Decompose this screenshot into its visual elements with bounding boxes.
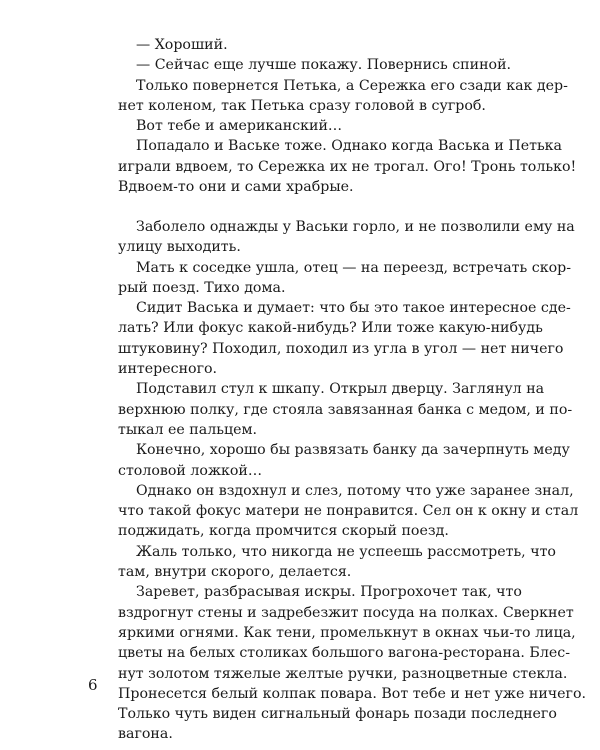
text-line: Только чуть виден сигнальный фонарь позади последнего [118, 706, 557, 723]
text-line: поджидать, когда промчится скорый поезд. [118, 523, 449, 540]
text-line: Заревет, разбрасывая искры. Прогрохочет так, что [136, 584, 522, 601]
text-line: Заболело однажды у Васьки горло, и не позволили ему на [136, 219, 575, 235]
text-line: столовой ложкой… [118, 462, 263, 479]
text-line: вагона. [118, 726, 173, 743]
text-line: что такой фокус матери не понравится. Сел он к окну и стал [118, 503, 579, 520]
text-line: улицу выходить. [118, 239, 241, 256]
text-line: яркими огнями. Как тени, промелькнут в окнах чьи-то лица, [118, 624, 576, 641]
text-line: Однако он вздохнул и слез, потому что уже заранее знал, [136, 482, 574, 499]
text-block-main [118, 217, 587, 745]
text-line: верхнюю полку, где стояла завязанная банка с медом, и по- [118, 401, 573, 418]
text-block-top [118, 35, 577, 197]
text-line: Пронесется белый колпак повара. Вот тебе и нет уже ничего. [118, 685, 587, 702]
text-line: тыкал ее пальцем. [118, 421, 258, 438]
text-line: Сидит Васька и думает: что бы это такое интересное сде- [136, 300, 571, 317]
text-line: Жаль только, что никогда не успеешь рассмотреть, что [136, 543, 556, 560]
text-line: штуковину? Походил, походил из угла в угол — нет ничего [118, 340, 564, 357]
text-line: вздрогнут стены и задребезжит посуда на полках. Сверкнет [118, 604, 574, 621]
text-line: Только повернется Петька, а Сережка его сзади как дер- [136, 77, 568, 94]
text-line: нет коленом, так Петька сразу головой в сугроб. [118, 97, 486, 114]
text-line: играли вдвоем, то Сережка их не трогал. Ого! Тронь только! [118, 158, 577, 175]
text-line: рый поезд. Тихо дома. [118, 279, 286, 296]
text-line: нут золотом тяжелые желтые ручки, разноцветные стекла. [118, 665, 568, 682]
text-line: — Хороший. [136, 37, 228, 53]
text-line: Попадало и Ваське тоже. Однако когда Васька и Петька [136, 138, 563, 155]
text-line: Вдвоем-то они и сами храбрые. [118, 179, 354, 196]
text-line: интересного. [118, 361, 218, 378]
text-line: там, внутри скорого, делается. [118, 564, 352, 581]
text-line: лать? Или фокус какой-нибудь? Или тоже какую-нибудь [118, 320, 543, 337]
page-number: 6 [88, 676, 98, 694]
text-line: Вот тебе и американский… [136, 118, 343, 135]
text-line: Подставил стул к шкапу. Открыл дверцу. Заглянул на [136, 381, 545, 398]
text-line: — Сейчас еще лучше покажу. Повернись спиной. [136, 57, 512, 74]
text-line: Конечно, хорошо бы развязать банку да зачерпнуть меду [136, 442, 570, 459]
text-line: Мать к соседке ушла, отец — на переезд, встречать скор- [136, 259, 571, 276]
text-line: цветы на белых столиках большого вагона-ресторана. Блес- [118, 645, 571, 662]
